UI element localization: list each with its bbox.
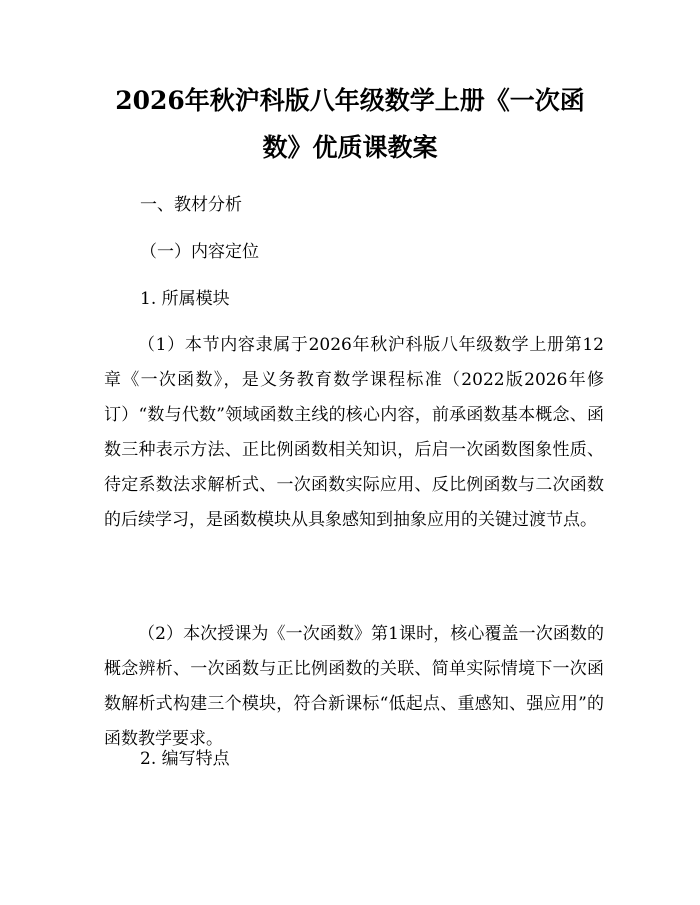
paragraph-module-description: （1）本节内容隶属于2026年秋沪科版八年级数学上册第12章《一次函数》，是义务教育数学课程标准（2022版2026年修订）“数与代数”领域函数主线的核心内容，前承函数基本概念、函数三种表示方法、正比例函数相关知识，后启一次函数图象性质、待定系数法求解析式、一次函数实际应用、反比例函数与二次函数的后续学习，是函数模块从具象感知到抽象应用的关键过渡节点。	[104, 335, 604, 530]
item-heading-module: 1. 所属模块	[140, 289, 230, 309]
document-title-line-1: 2026年秋沪科版八年级数学上册《一次函	[115, 86, 585, 115]
paragraph-lesson-scope: （2）本次授课为《一次函数》第1课时，核心覆盖一次函数的概念辨析、一次函数与正比例函数的关联、简单实际情境下一次函数解析式构建三个模块，符合新课标“低起点、重感知、强应用”的函数教学要求。	[104, 624, 604, 749]
subsection-heading-content-positioning: （一）内容定位	[140, 242, 259, 262]
document-title-line-2: 数》优质课教案	[262, 133, 438, 162]
item-heading-writing-features: 2. 编写特点	[140, 749, 230, 769]
section-heading-textbook-analysis: 一、教材分析	[140, 195, 242, 215]
